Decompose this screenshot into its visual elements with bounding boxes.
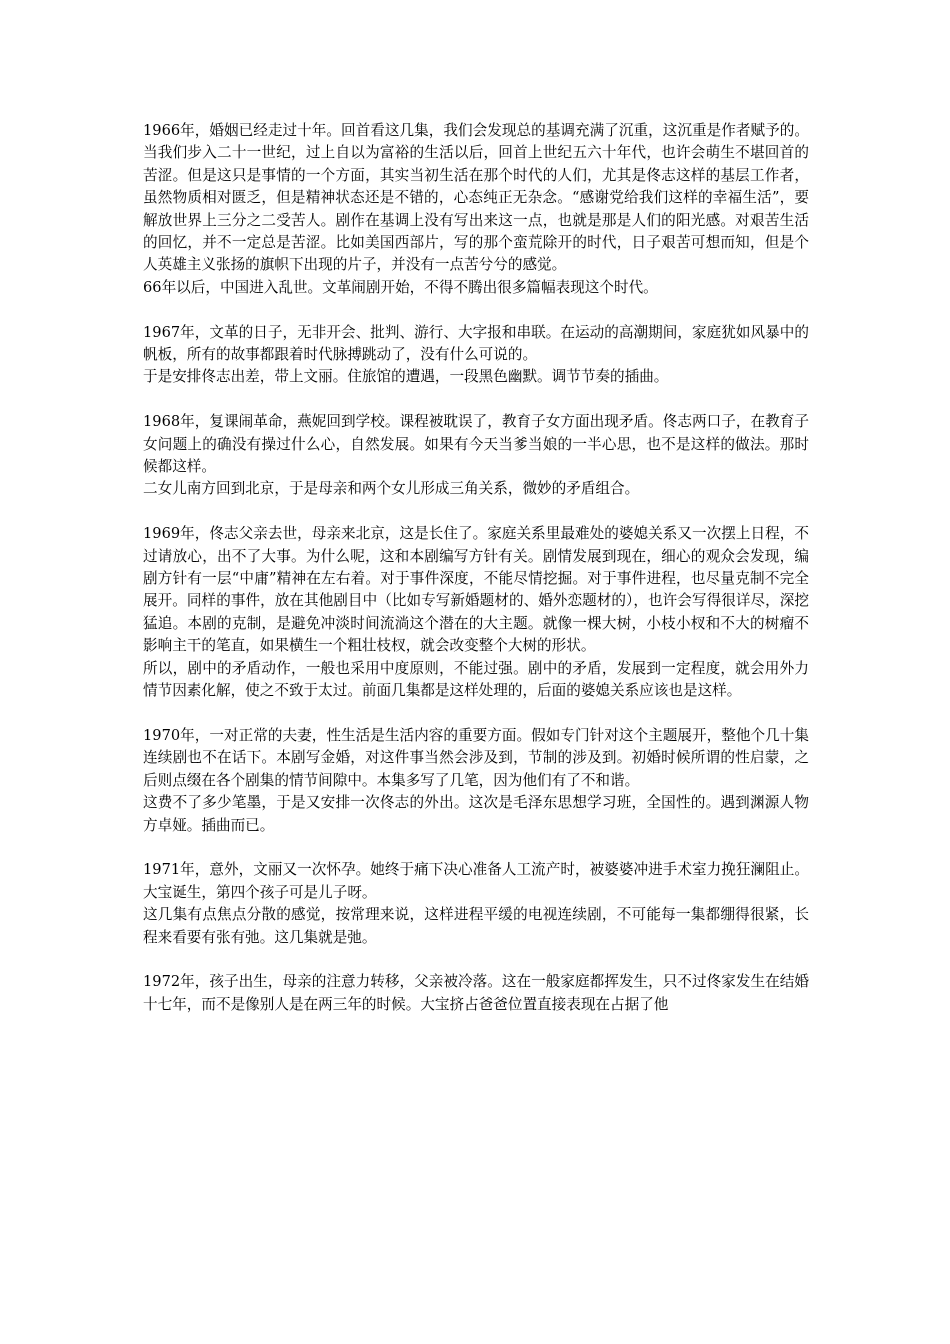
paragraph-1970: 1970年，一对正常的夫妻，性生活是生活内容的重要方面。假如专门针对这个主题展开，整他个几十集连续剧也不在话下。本剧写金婚，对这件事当然会涉及到，节制的涉及到。初婚时候所谓的性启蒙，之后则点缀在各个剧集的情节间隙中。本集多写了几笔，因为他们有了不和谐。: [143, 726, 809, 789]
paragraph-gap: [143, 837, 809, 859]
paragraph-1969: 1969年，佟志父亲去世，母亲来北京，这是长住了。家庭关系里最难处的婆媳关系又一次摆上日程，不过请放心，出不了大事。为什么呢，这和本剧编写方针有关。剧情发展到现在，细心的观众会发现，编剧方针有一层“中庸”精神在左右着。对于事件深度，不能尽情挖掘。对于事件进程，也尽量克制不完全展开。同样的事件，放在其他剧目中（比如专写新婚题材的、婚外恋题材的），也许会写得很详尽，深挖猛追。本剧的克制，是避免冲淡时间流淌这个潜在的大主题。就像一棵大树，小枝小杈和不大的树瘤不影响主干的笔直，如果横生一个粗壮枝杈，就会改变整个大树的形状。: [143, 525, 809, 655]
paragraph-1972: 1972年，孩子出生，母亲的注意力转移，父亲被冷落。这在一般家庭都挥发生，只不过佟家发生在结婚十七年，而不是像别人是在两三年的时候。大宝挤占爸爸位置直接表现在占据了他: [143, 973, 809, 1013]
paragraph-1966-note: 66年以后，中国进入乱世。文革闹剧开始，不得不腾出很多篇幅表现这个时代。: [143, 278, 658, 296]
paragraph-1970-note: 这费不了多少笔墨，于是又安排一次佟志的外出。这次是毛泽东思想学习班，全国性的。遇到渊源人物方卓娅。插曲而已。: [143, 794, 809, 834]
paragraph-1967: 1967年，文革的日子，无非开会、批判、游行、大字报和串联。在运动的高潮期间，家庭犹如风暴中的帆板，所有的故事都跟着时代脉搏跳动了，没有什么可说的。: [143, 323, 809, 364]
paragraph-1967-note: 于是安排佟志出差，带上文丽。住旅馆的遭遇，一段黑色幽默。调节节奏的插曲。: [143, 368, 669, 386]
paragraph-1971: 1971年，意外，文丽又一次怀孕。她终于痛下决心准备人工流产时，被婆婆冲进手术室力挽狂澜阻止。大宝诞生，第四个孩子可是儿子呀。: [143, 861, 809, 901]
document-page: [143, 120, 809, 1016]
paragraph-1968: 1968年，复课闹革命，燕妮回到学校。课程被耽误了，教育子女方面出现矛盾。佟志两口子，在教育子女问题上的确没有操过什么心，自然发展。如果有今天当爹当娘的一半心思，也不是这样的做法。那时候都这样。: [143, 413, 809, 476]
paragraph-gap: [143, 703, 809, 725]
paragraph-1966: 1966年，婚姻已经走过十年。回首看这几集，我们会发现总的基调充满了沉重，这沉重是作者赋予的。当我们步入二十一世纪，过上自以为富裕的生活以后，回首上世纪五六十年代，也许会萌生不堪回首的苦涩。但是这只是事情的一个方面，其实当初生活在那个时代的人们，尤其是佟志这样的基层工作者，虽然物质相对匮乏，但是精神状态还是不错的，心态纯正无杂念。“感谢党给我们这样的幸福生活”，要解放世界上三分之二受苦人。剧作在基调上没有写出来这一点，也就是那是人们的阳光感。对艰苦生活的回忆，并不一定总是苦涩。比如美国西部片，写的那个蛮荒除开的时代，日子艰苦可想而知，但是个人英雄主义张扬的旗帜下出现的片子，并没有一点苦兮兮的感觉。: [143, 122, 809, 274]
paragraph-gap: [143, 949, 809, 971]
paragraph-gap: [143, 501, 809, 523]
paragraph-1968-note: 二女儿南方回到北京，于是母亲和两个女儿形成三角关系，微妙的矛盾组合。: [143, 480, 640, 498]
paragraph-gap: [143, 389, 809, 411]
paragraph-gap: [143, 299, 809, 321]
paragraph-1969-note: 所以，剧中的矛盾动作，一般也采用中度原则，不能过强。剧中的矛盾，发展到一定程度，就会用外力情节因素化解，使之不致于太过。前面几集都是这样处理的，后面的婆媳关系应该也是这样。: [143, 659, 809, 700]
paragraph-1971-note: 这几集有点焦点分散的感觉，按常理来说，这样进程平缓的电视连续剧，不可能每一集都绷得很紧，长程来看要有张有弛。这几集就是弛。: [143, 906, 809, 946]
